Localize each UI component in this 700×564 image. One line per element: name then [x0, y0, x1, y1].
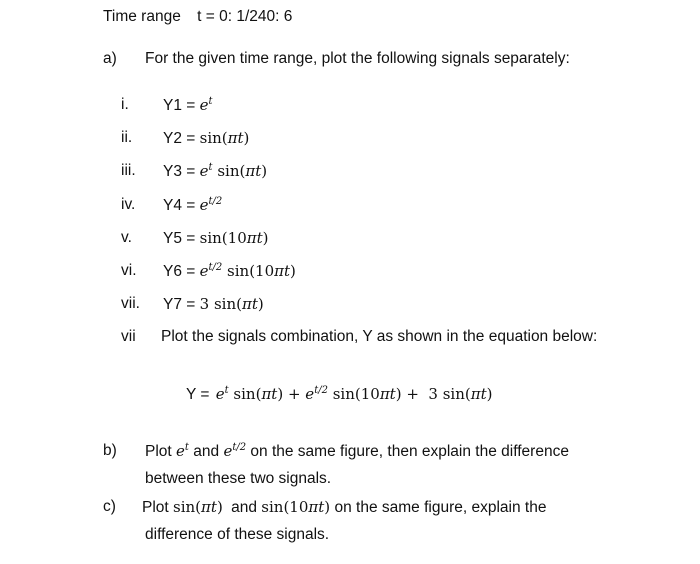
time-range-value: t = 0: 1/240: 6: [197, 8, 293, 25]
item-y6: $Y6 = e^{t/2}$ sin(10πt): [163, 262, 296, 280]
time-range-label: Time range: [103, 8, 181, 25]
part-c-marker: c): [103, 498, 116, 515]
y1-formula: $e^t$: [199, 96, 213, 114]
y3-formula: $e^t$ sin(πt): [199, 162, 268, 180]
item-number: iii.: [121, 162, 136, 179]
item-y3: $Y3 = e^t$ sin(πt): [163, 162, 268, 180]
sin-10-pi-t-formula: sin(10πt): [261, 498, 331, 516]
item-number: vii.: [121, 295, 140, 312]
exp-t-formula: $e^t$: [176, 442, 189, 460]
item-y4: $Y4 = e^{t/2}$: [163, 196, 223, 214]
combined-formula: $e^t$ $\sin(\pi t) + e^{t/2}$ sin(10πt) + 3 sin(πt): [215, 385, 493, 403]
item-y2: Y2 = sin(πt): [163, 129, 250, 147]
item-y5: Y5 = sin(10πt): [163, 229, 269, 247]
time-range-line: [103, 7, 292, 27]
item-y7: Y7 = 3 sin(πt): [163, 295, 264, 313]
y4-formula: $e^{t/2}$: [199, 196, 223, 214]
item-number: v.: [121, 229, 132, 246]
sin-pi-t-formula: sin(πt): [173, 498, 223, 516]
y2-formula: sin(πt): [199, 129, 250, 147]
exp-t-half-formula: $e^{t/2}$: [223, 442, 247, 460]
part-c-line1: Plot sin(πt) and sin(10πt) on the same figure, explain the: [142, 498, 547, 516]
y5-formula: sin(10πt): [199, 229, 269, 247]
combined-equation: $Y = e^t$ $\sin(\pi t) + e^{t/2}$ sin(10πt) + 3 sin(πt): [186, 385, 493, 403]
part-b-line2: between these two signals.: [145, 470, 332, 487]
part-b-line1: Plot $e^t$ and $e^{t/2}$ on the same figure, then explain the difference: [145, 442, 569, 460]
y6-formula: $e^{t/2}$ sin(10πt): [199, 262, 296, 280]
part-b-marker: b): [103, 442, 117, 459]
item-y1: $Y1 = e^t$: [163, 96, 213, 114]
item-number: i.: [121, 96, 129, 113]
part-a-marker: a): [103, 50, 117, 67]
combination-instruction: Plot the signals combination, Y as shown in the equation below:: [161, 328, 598, 345]
y7-formula: 3 sin(πt): [199, 295, 264, 313]
item-number: ii.: [121, 129, 133, 146]
item-number: iv.: [121, 196, 136, 213]
part-a-instruction: For the given time range, plot the following signals separately:: [145, 50, 570, 67]
part-c-line2: difference of these signals.: [145, 526, 330, 543]
item-number: vii: [121, 328, 136, 345]
item-number: vi.: [121, 262, 137, 279]
